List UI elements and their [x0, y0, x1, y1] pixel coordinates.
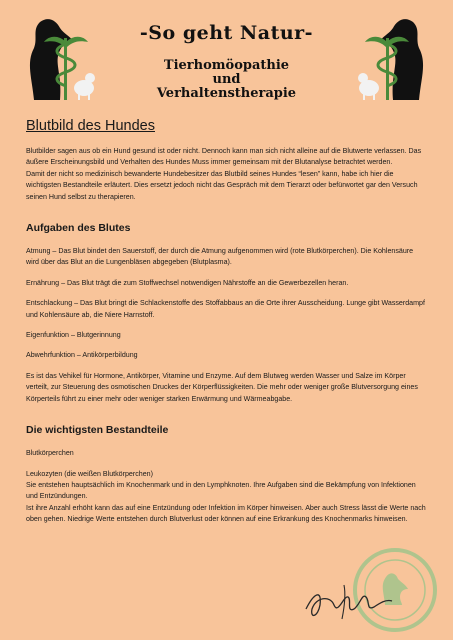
section-heading-aufgaben: Aufgaben des Blutes	[26, 222, 131, 235]
horse-caduceus-logo-icon	[4, 8, 104, 108]
brand-subtitle-line2: und	[212, 72, 241, 87]
horse-caduceus-logo-right-icon	[349, 8, 449, 108]
brand-subtitle-line3: Verhaltenstherapie	[156, 86, 297, 101]
brand-subtitle-line1: Tierhomöopathie	[163, 58, 290, 73]
section1-paragraph: Atmung – Das Blut bindet den Sauerstoff, der durch die Atmung aufgenommen wird (rote Blutkörperchen). Die Kohlensäure wird über das Blut an die Lungenbläsen abgegeben (Blutplasma).	[26, 247, 414, 267]
section-heading-bestandteile: Die wichtigsten Bestandteile	[26, 424, 169, 437]
section1-paragraph: Eigenfunktion – Blutgerinnung	[26, 331, 121, 340]
section1-paragraph: Entschlackung – Das Blut bringt die Schlackenstoffe des Stoffabbaus an die Orte ihrer Ausscheidung. Lunge gibt Wasserdampf und Kohlensäure ab, die Niere Harnstoff.	[26, 299, 425, 319]
section1-paragraph: Abwehrfunktion – Antikörperbildung	[26, 351, 138, 360]
intro-paragraph-1: Blutbilder sagen aus ob ein Hund gesund ist oder nicht. Dennoch kann man sich nicht alleine auf die Blutwerte verlassen. Das äußere Erscheinungsbild und Verhalten des Hundes Muss immer gemeinsam mit der Blutanalyse betrachtet werden.	[26, 147, 422, 167]
page-title: Blutbild des Hundes	[26, 118, 155, 134]
brand-title: -So geht Natur-	[139, 22, 314, 44]
section1-paragraph: Ernährung – Das Blut trägt die zum Stoffwechsel notwendigen Nährstoffe an die Gewerbezellen heran.	[26, 278, 349, 287]
document-body	[26, 118, 428, 535]
section1-paragraph: Es ist das Vehikel für Hormone, Antikörper, Vitamine und Enzyme. Auf dem Blutweg werden Wasser und Salze im Körper verteilt, zur Steuerung des osmotischen Druckes der Körperflüssigkeiten. Die mehr oder weniger große Blutversorgung eines Körperteils führt zu einer mehr oder weniger starken Erwärmung und Wärmeabgabe.	[26, 371, 418, 403]
intro-paragraph-2: Damit der nicht so medizinisch bewanderte Hundebesitzer das Blutbild seines Hundes “lesen” kann, habe ich hier die wichtigsten Bestandteile erläutert. Dies ersetzt jedoch nicht das Gespräch mit dem Tierarzt oder befürwortet gar den Versuch seinen Hund selbst zu therapieren.	[26, 169, 418, 201]
signature-icon	[300, 575, 400, 625]
page-header	[0, 0, 453, 112]
section2-paragraph: Blutkörperchen	[26, 449, 74, 458]
section2-paragraph: Leukozyten (die weißen Blutkörperchen) Sie entstehen hauptsächlich im Knochenmark und in den Lymphknoten. Ihre Aufgaben sind die Bekämpfung von Infektionen und Entzündungen. Ist ihre Anzahl erhöht kann das auf eine Entzündung oder Infektion im Körper hinweisen. Aber auch Stress lässt die Werte nach oben gehen. Niedrige Werte entstehen durch Blutverlust oder können auf eine Erkrankung des Knochenmarks hinweisen.	[26, 469, 426, 524]
